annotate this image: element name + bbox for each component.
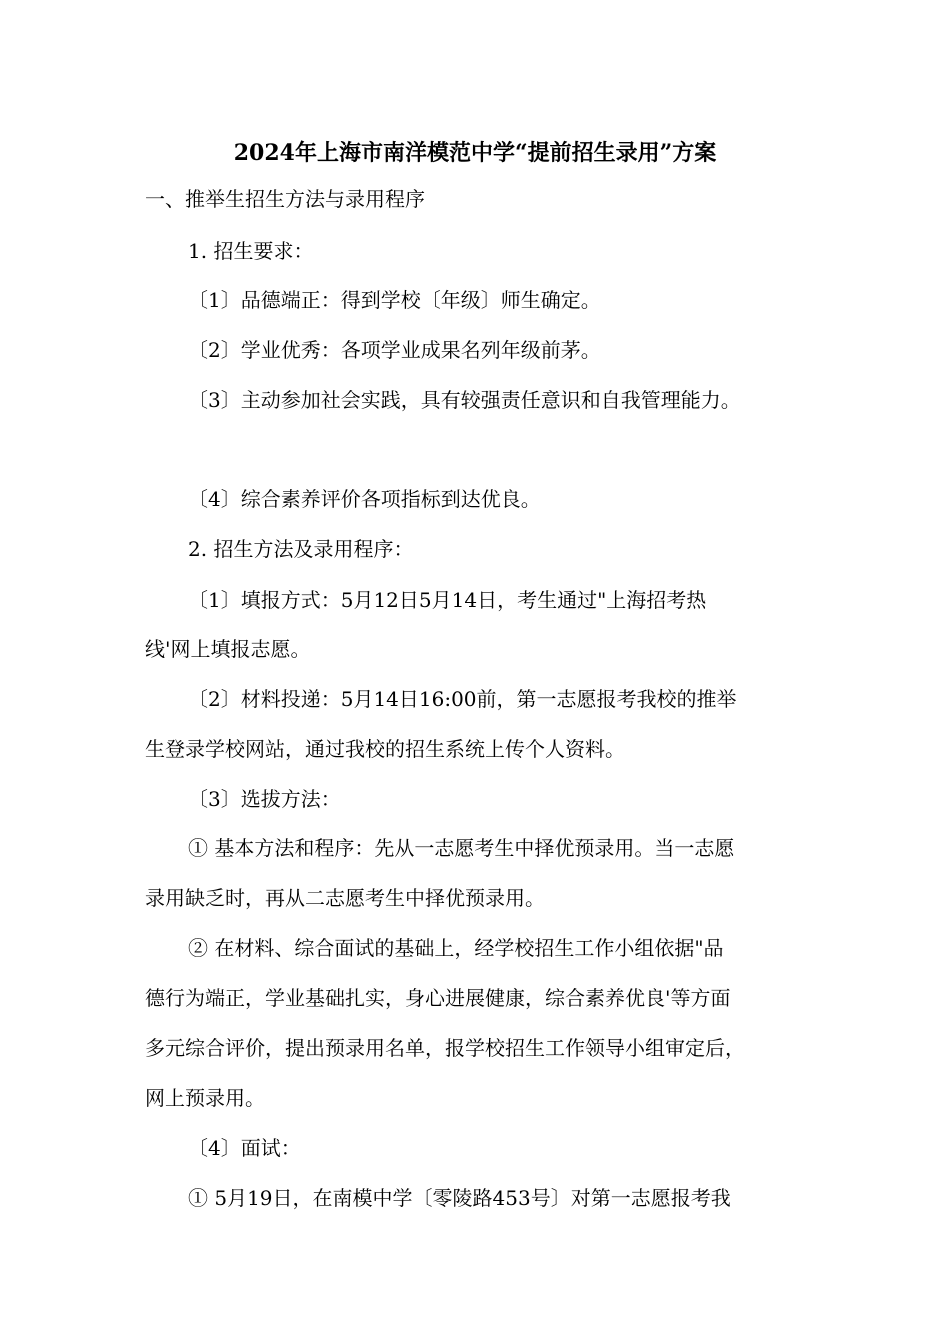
paragraph-line: 〔2〕学业优秀：各项学业成果名列年级前茅。 bbox=[188, 338, 601, 362]
paragraph-line: 〔4〕面试： bbox=[188, 1136, 301, 1160]
paragraph-line: ② 在材料、综合面试的基础上，经学校招生工作小组依据"品 bbox=[188, 936, 724, 960]
subsection-heading: 1. 招生要求： bbox=[188, 239, 314, 263]
paragraph-line: 录用缺乏时，再从二志愿考生中择优预录用。 bbox=[145, 886, 545, 910]
paragraph-line: ① 基本方法和程序：先从一志愿考生中择优预录用。当一志愿 bbox=[188, 836, 735, 860]
paragraph-line: 线'网上填报志愿。 bbox=[145, 637, 311, 661]
paragraph-line: 生登录学校网站，通过我校的招生系统上传个人资料。 bbox=[145, 737, 625, 761]
paragraph-line: 〔1〕填报方式：5月12日5月14日，考生通过"上海招考热 bbox=[188, 588, 707, 612]
paragraph-line: ① 5月19日，在南模中学〔零陵路453号〕对第一志愿报考我 bbox=[188, 1186, 731, 1210]
paragraph-line: 网上预录用。 bbox=[145, 1086, 265, 1110]
document-title: 2024年上海市南洋模范中学“提前招生录用”方案 bbox=[233, 140, 717, 166]
paragraph-line: 〔3〕选拔方法： bbox=[188, 787, 341, 811]
paragraph-line: 〔1〕品德端正：得到学校〔年级〕师生确定。 bbox=[188, 288, 601, 312]
paragraph-line: 〔4〕综合素养评价各项指标到达优良。 bbox=[188, 487, 541, 511]
subsection-heading: 2. 招生方法及录用程序： bbox=[188, 537, 414, 561]
paragraph-line: 多元综合评价，提出预录用名单，报学校招生工作领导小组审定后， bbox=[145, 1036, 745, 1060]
paragraph-line: 德行为端正，学业基础扎实，身心进展健康，综合素养优良'等方面 bbox=[145, 986, 731, 1010]
section-heading: 一、推举生招生方法与录用程序 bbox=[145, 187, 425, 211]
paragraph-line: 〔2〕材料投递：5月14日16:00前，第一志愿报考我校的推举 bbox=[188, 687, 737, 711]
paragraph-line: 〔3〕主动参加社会实践，具有较强责任意识和自我管理能力。 bbox=[188, 388, 741, 412]
